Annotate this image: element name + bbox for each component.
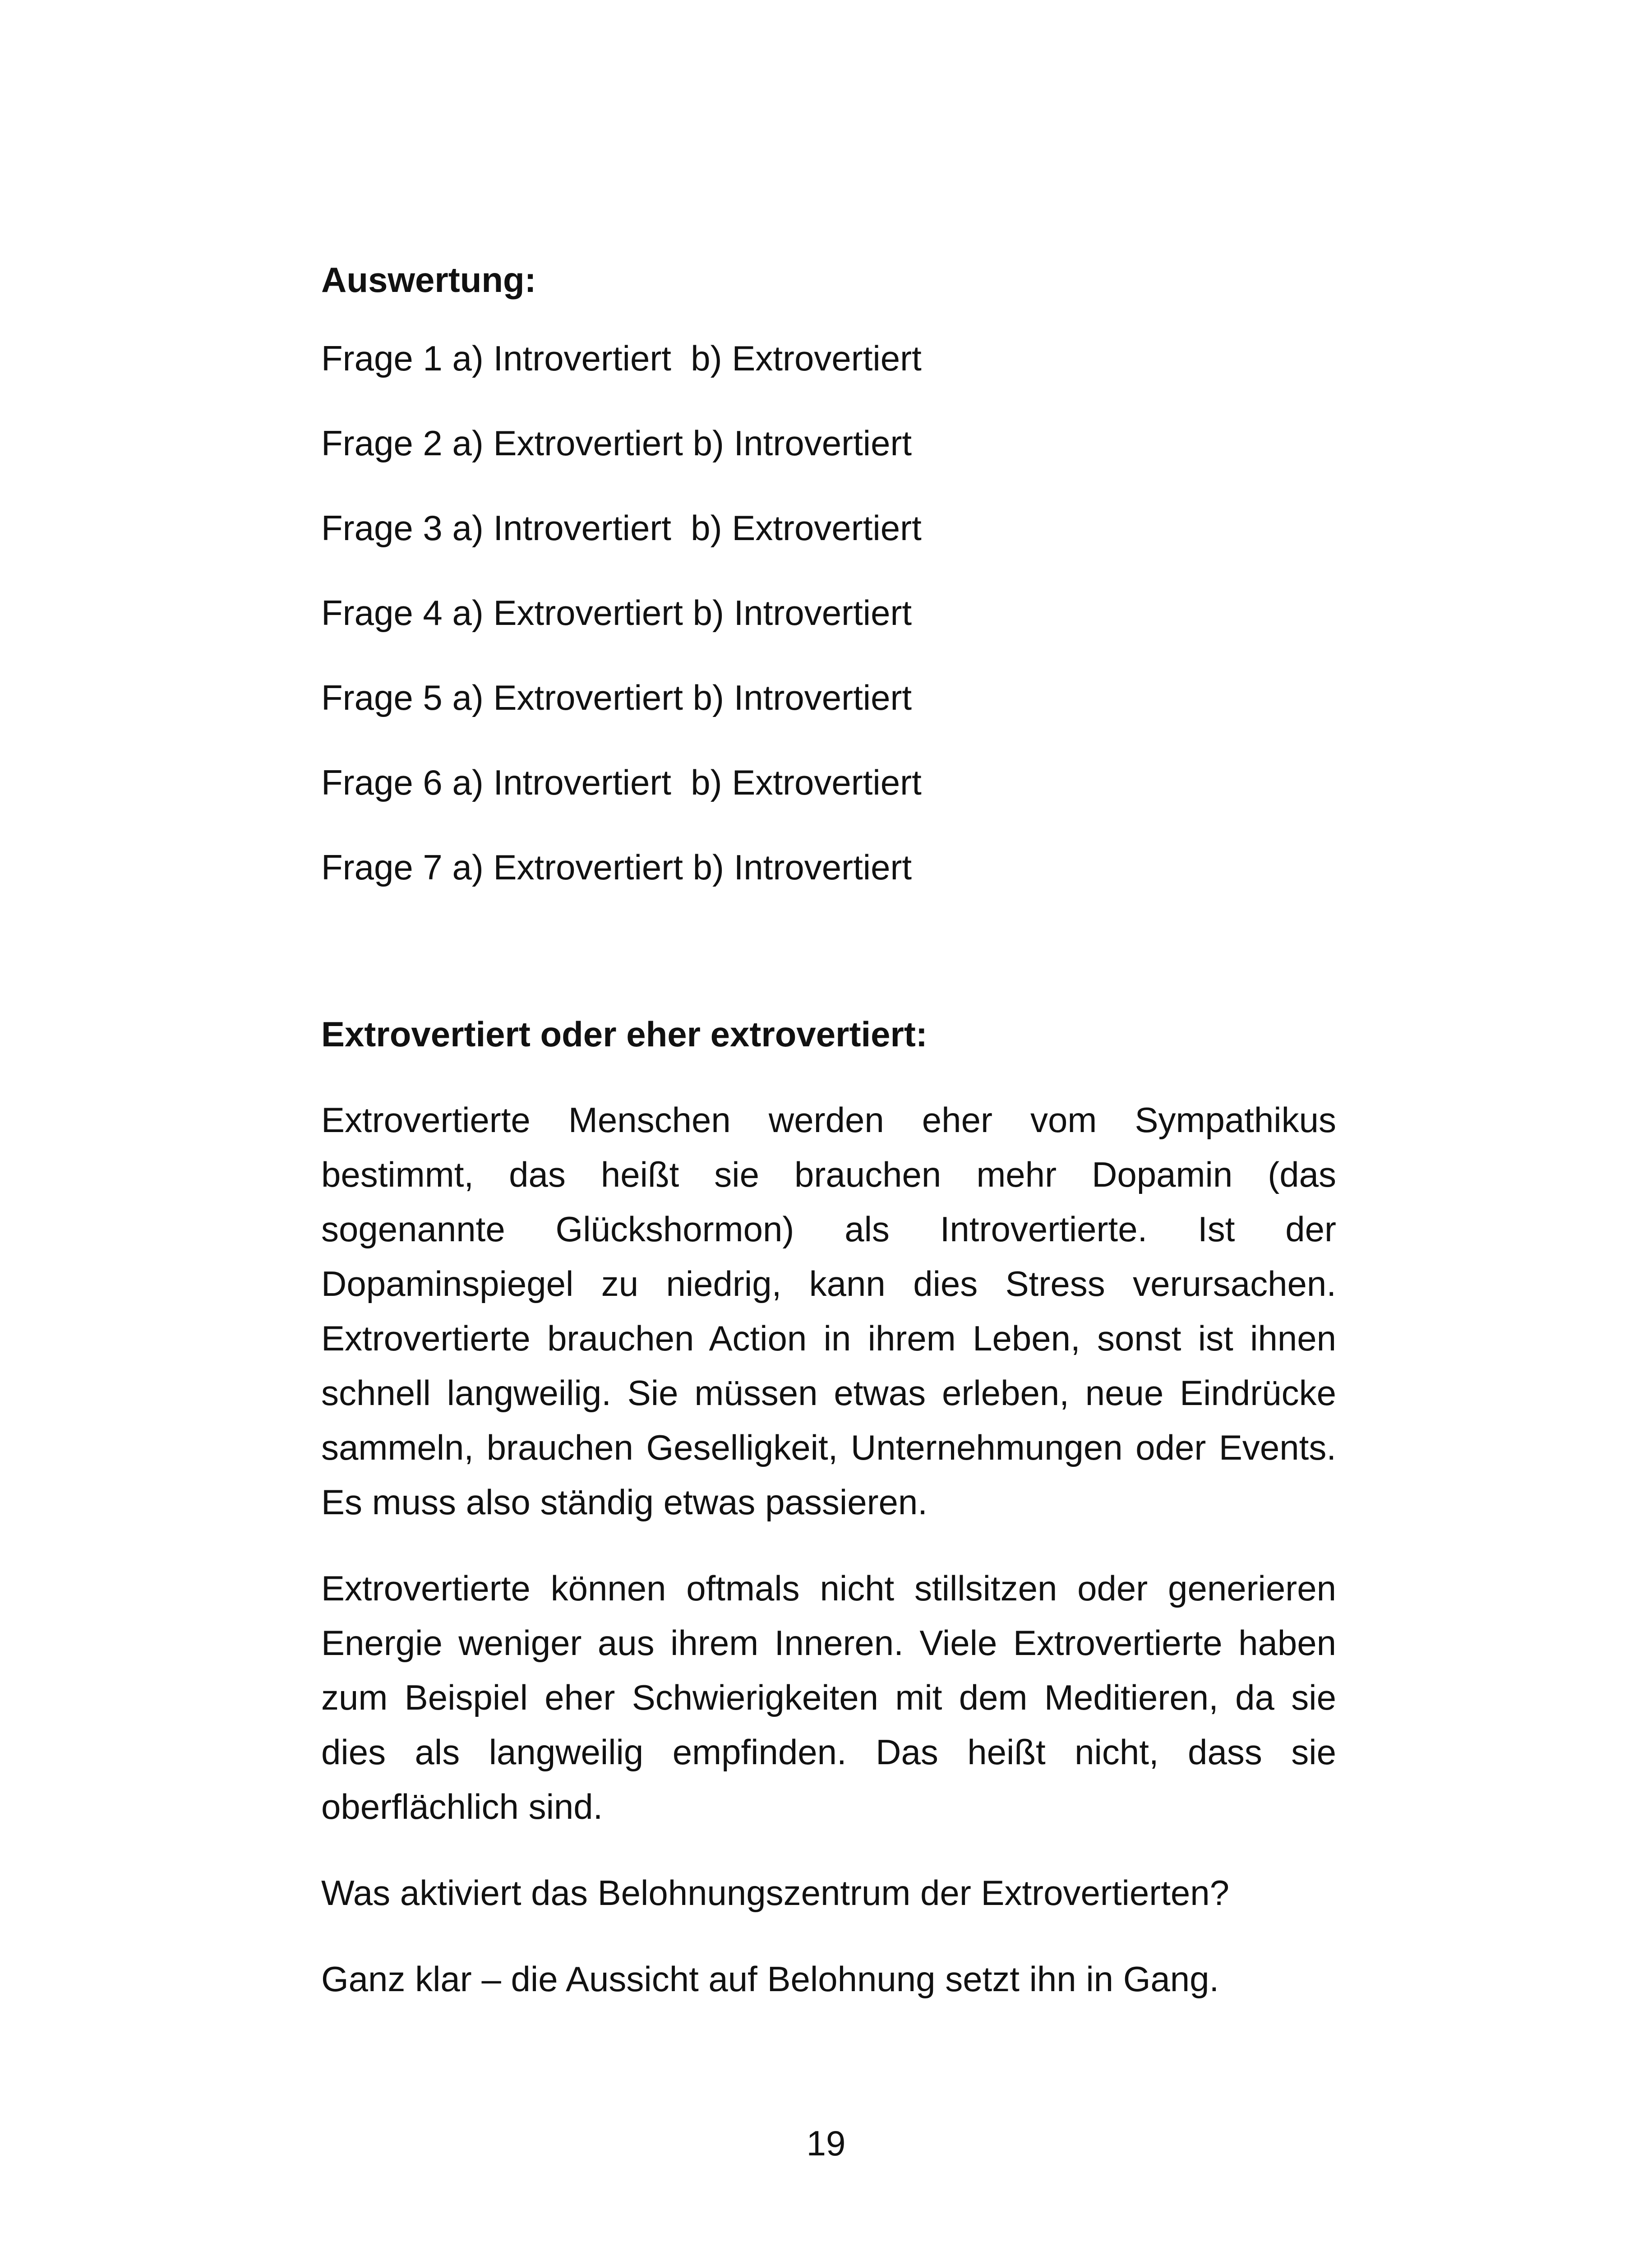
answer-line: Frage 2 a) Extrovertiert b) Introvertiert xyxy=(321,423,912,463)
answer-list xyxy=(321,331,1336,894)
answer-line: Frage 1 a) Introvertiert b) Extrovertiert xyxy=(321,338,922,378)
page-number: 19 xyxy=(806,2123,846,2163)
paragraph-dopamin: Extrovertierte Menschen werden eher vom Sympathikus bestimmt, das heißt sie brauchen mehr Dopamin (das sogenannte Glückshormon) als Introvertierte. Ist der Dopaminspiegel zu niedrig, kann dies Stress verursachen. Extrovertierte brauchen Action in ihrem Leben, sonst ist ihnen schnell langweilig. Sie müssen etwas erleben, neue Eindrücke sammeln, brauchen Geselligkeit, Unternehmungen oder Events. Es muss also ständig etwas passieren. xyxy=(321,1100,1336,1522)
paragraph-question: Was aktiviert das Belohnungszentrum der Extrovertierten? xyxy=(321,1873,1230,1913)
answer-line: Frage 5 a) Extrovertiert b) Introvertiert xyxy=(321,678,912,717)
answer-line: Frage 7 a) Extrovertiert b) Introvertiert xyxy=(321,847,912,887)
answer-line: Frage 6 a) Introvertiert b) Extrovertiert xyxy=(321,763,922,802)
heading-extrovertiert: Extrovertiert oder eher extrovertiert: xyxy=(321,1014,928,1054)
page-content xyxy=(321,253,1336,2006)
paragraph-stillsitzen: Extrovertierte können oftmals nicht stillsitzen oder generieren Energie weniger aus ihrem Inneren. Viele Extrovertierte haben zum Beispiel eher Schwierigkeiten mit dem Meditieren, da sie dies als langweilig empfinden. Das heißt nicht, dass sie oberflächlich sind. xyxy=(321,1568,1336,1826)
paragraph-answer: Ganz klar – die Aussicht auf Belohnung setzt ihn in Gang. xyxy=(321,1959,1219,1999)
answer-line: Frage 4 a) Extrovertiert b) Introvertiert xyxy=(321,593,912,633)
answer-line: Frage 3 a) Introvertiert b) Extrovertiert xyxy=(321,508,922,548)
heading-auswertung: Auswertung: xyxy=(321,260,536,300)
